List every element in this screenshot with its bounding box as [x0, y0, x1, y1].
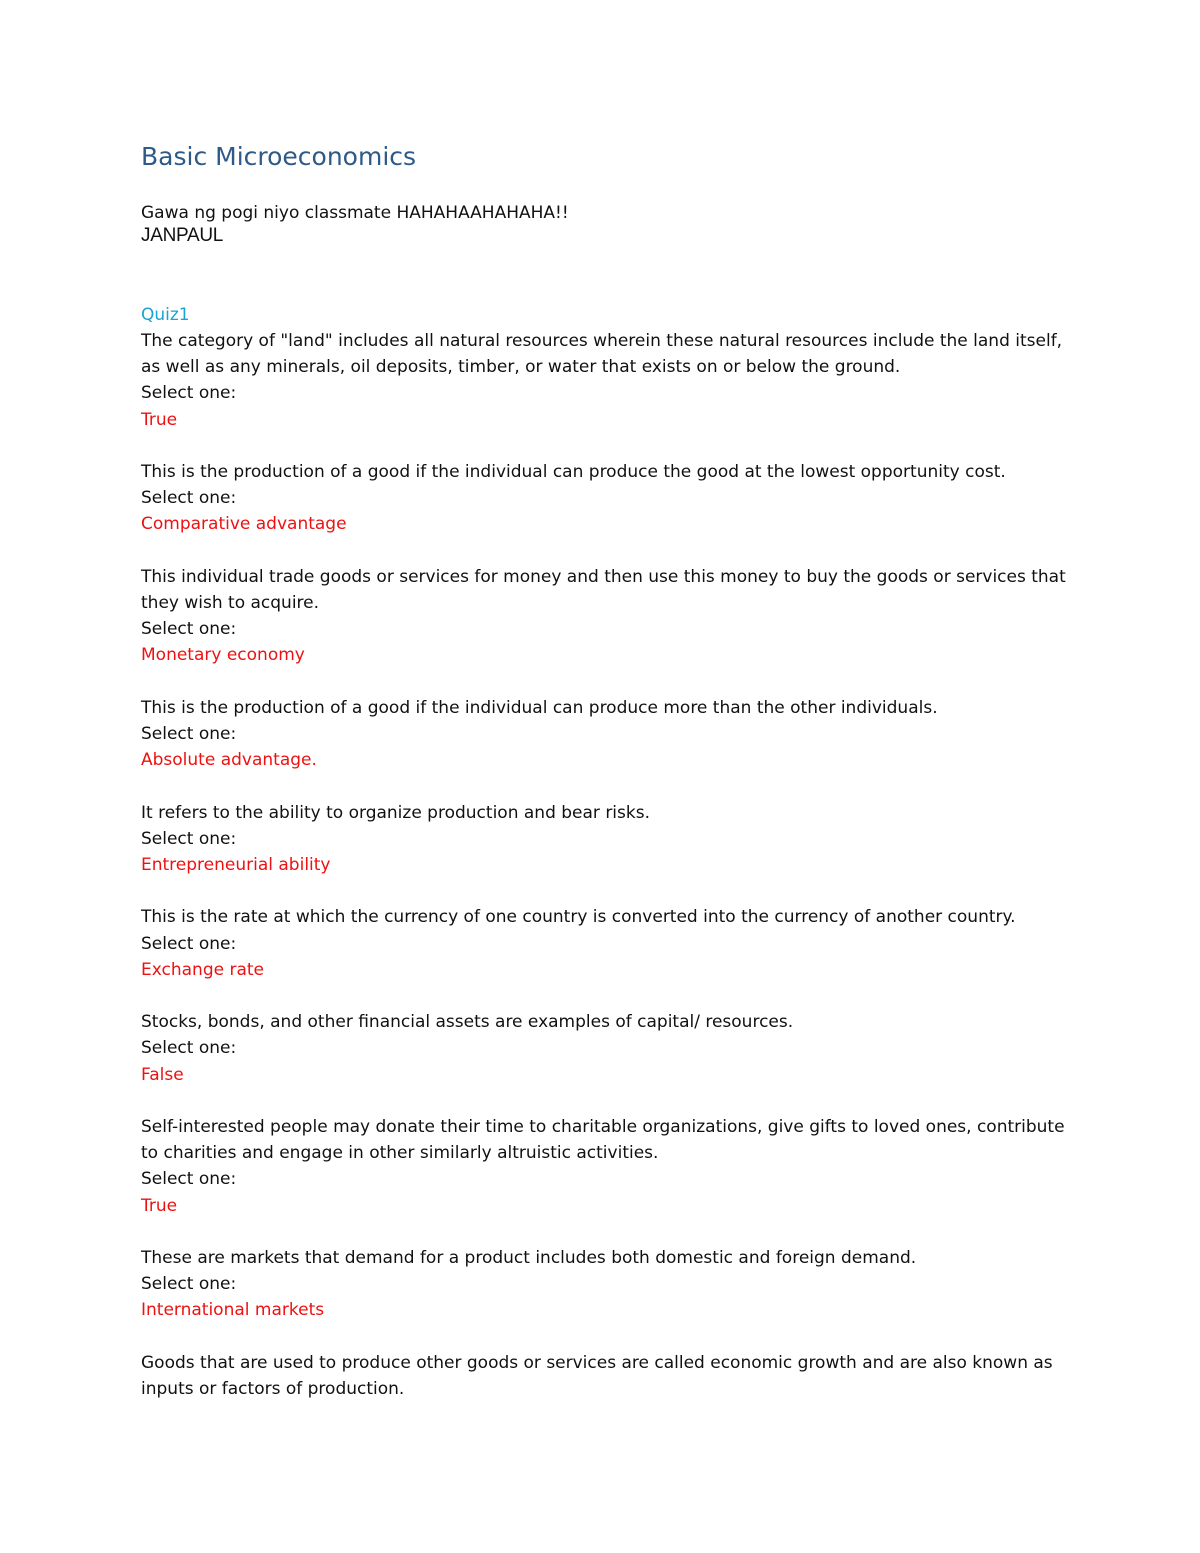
answer-text: Absolute advantage. [141, 750, 317, 771]
quiz-heading: Quiz1 [141, 305, 190, 325]
answer-text: Comparative advantage [141, 514, 347, 535]
question-block [141, 904, 1071, 1009]
select-one-label: Select one: [141, 1038, 237, 1059]
question-block [141, 328, 1071, 459]
answer-text: Entrepreneurial ability [141, 855, 331, 875]
select-one-label: Select one: [141, 619, 237, 640]
answer-text: Monetary economy [141, 645, 305, 666]
question-block [141, 695, 1071, 800]
question-block [141, 1350, 1071, 1402]
question-text: The category of "land" includes all natural resources wherein these natural resources include the land itself, as well as any minerals, oil deposits, timber, or water that exists on or below the ground. [141, 331, 1063, 378]
author-name: JANPAUL [141, 225, 224, 246]
select-one-label: Select one: [141, 1274, 237, 1295]
select-one-label: Select one: [141, 724, 237, 744]
answer-text: False [141, 1064, 184, 1085]
question-text: These are markets that demand for a product includes both domestic and foreign demand. [141, 1247, 917, 1268]
answer-text: True [141, 409, 178, 430]
question-block [141, 1245, 1071, 1350]
question-block [141, 1009, 1071, 1114]
question-text: It refers to the ability to organize production and bear risks. [141, 802, 650, 823]
document-subtitle: Gawa ng pogi niyo classmate HAHAHAAHAHAHA!! [141, 203, 569, 223]
question-block [141, 564, 1071, 695]
document-content [141, 140, 1071, 1402]
question-block [141, 800, 1071, 905]
select-one-label: Select one: [141, 1169, 237, 1190]
select-one-label: Select one: [141, 488, 237, 509]
document-title: Basic Microeconomics [141, 142, 417, 171]
question-text: This is the rate at which the currency of one country is converted into the currency of another country. [141, 907, 1016, 928]
select-one-label: Select one: [141, 933, 237, 954]
answer-text: International markets [141, 1300, 325, 1321]
question-text: Goods that are used to produce other goods or services are called economic growth and are also known as inputs or factors of production. [141, 1352, 1053, 1399]
question-text: This individual trade goods or services for money and then use this money to buy the goods or services that they wish to acquire. [141, 566, 1066, 613]
question-text: This is the production of a good if the individual can produce the good at the lowest opportunity cost. [141, 462, 1006, 482]
question-text: This is the production of a good if the individual can produce more than the other individuals. [141, 697, 938, 718]
question-text: Stocks, bonds, and other financial assets are examples of capital/ resources. [141, 1012, 794, 1033]
select-one-label: Select one: [141, 828, 237, 849]
answer-text: True [141, 1195, 178, 1216]
question-list [141, 328, 1071, 1402]
question-text: Self-interested people may donate their time to charitable organizations, give gifts to loved ones, contribute to charities and engage in other similarly altruistic activities. [141, 1116, 1065, 1164]
question-block [141, 1114, 1071, 1245]
question-block [141, 459, 1071, 564]
answer-text: Exchange rate [141, 959, 265, 980]
select-one-label: Select one: [141, 383, 237, 404]
